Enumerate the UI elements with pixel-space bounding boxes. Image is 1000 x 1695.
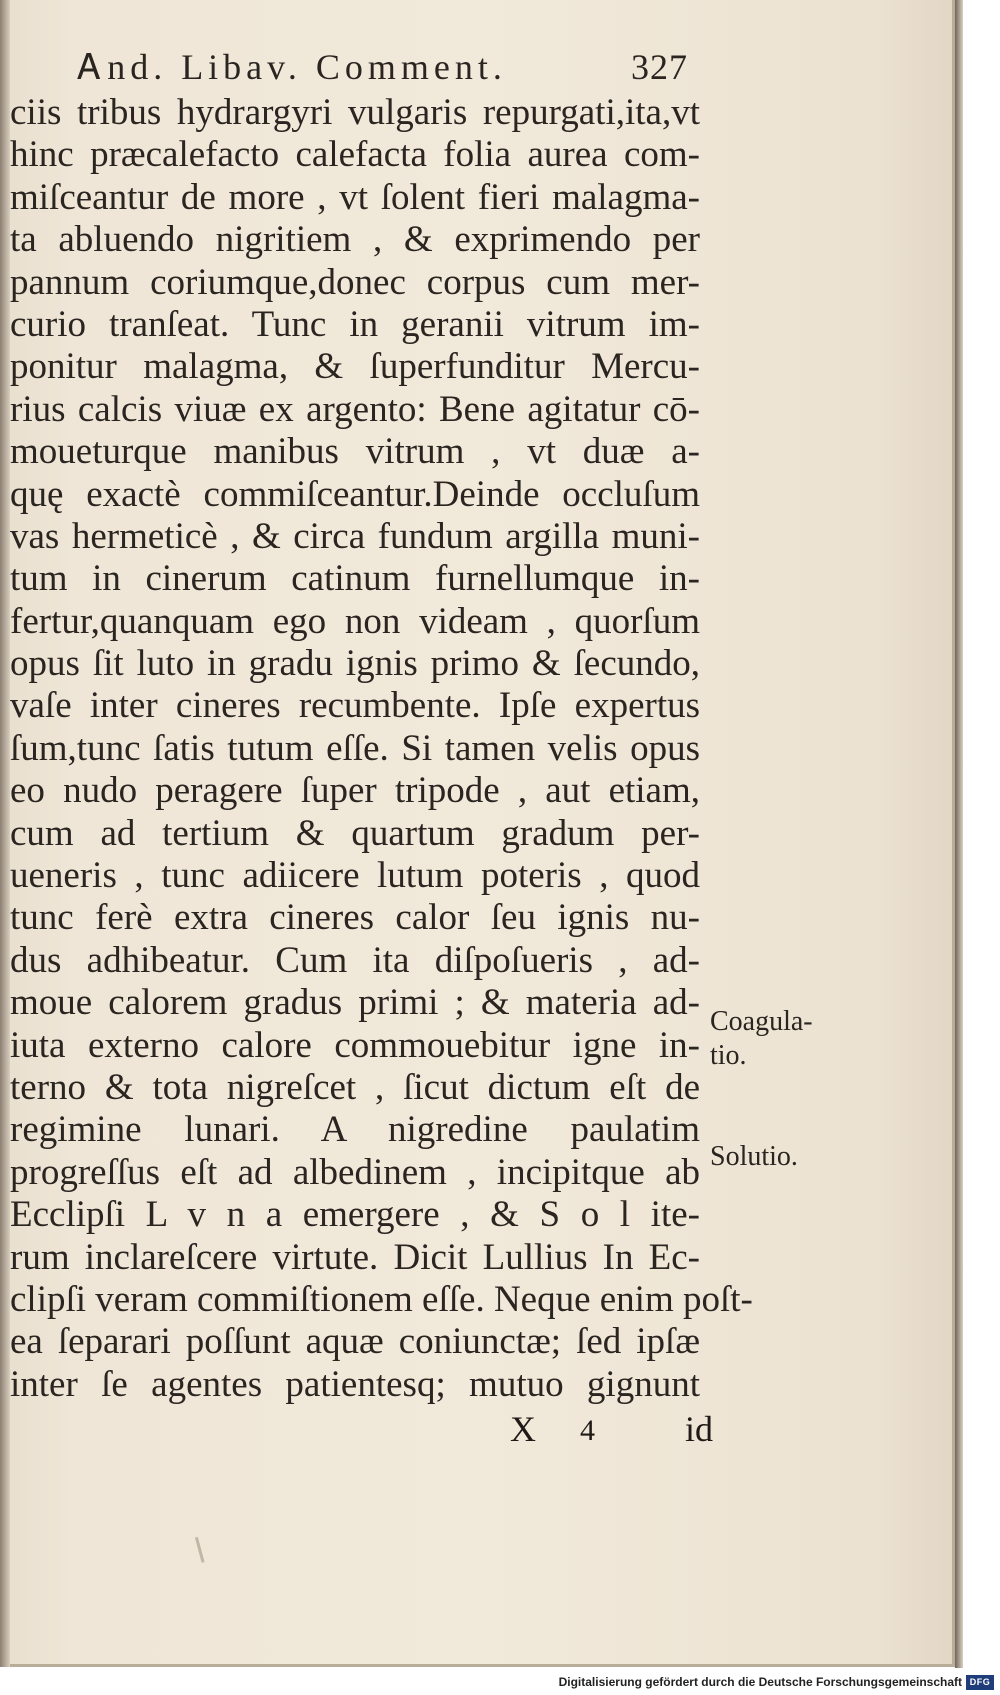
text-line: eo nudo peragere ſuper tripode , aut etiam, bbox=[10, 770, 700, 812]
page-number: 327 bbox=[631, 47, 688, 87]
page-edge-shadow bbox=[955, 0, 963, 1668]
signature-letter: X bbox=[510, 1409, 536, 1449]
catchword: id bbox=[685, 1409, 714, 1449]
body-text bbox=[10, 92, 753, 1406]
margin-note-coagulatio bbox=[710, 1005, 813, 1073]
text-line: terno & tota nigreſcet , ſicut dictum eſt de bbox=[10, 1066, 700, 1108]
page-gutter bbox=[0, 0, 10, 1667]
margin-note-line: Coagula- bbox=[710, 1006, 813, 1037]
text-line: rum inclareſcere virtute. Dicit Lullius In Ec- bbox=[10, 1236, 700, 1278]
text-line: ciis tribus hydrargyri vulgaris repurgati,ita,vt bbox=[10, 92, 700, 133]
dfg-logo-icon: DFG bbox=[966, 1675, 994, 1690]
text-line: ſum,tunc ſatis tutum eſſe. Si tamen velis opus bbox=[10, 727, 700, 769]
text-line: clipſi veram commiſtionem eſſe. Neque enim poſt- bbox=[10, 1278, 753, 1320]
signature-number: 4 bbox=[580, 1414, 595, 1447]
text-line: tunc ferè extra cineres calor ſeu ignis nu- bbox=[10, 897, 700, 939]
margin-note-line: tio. bbox=[710, 1040, 747, 1071]
text-line: ponitur malagma, & ſuperfunditur Mercu- bbox=[10, 346, 700, 388]
text-line: rius calcis viuæ ex argento: Bene agitatur cō- bbox=[10, 388, 700, 430]
text-line: hinc præcalefacto calefacta folia aurea com- bbox=[10, 134, 700, 176]
text-line: Ecclipſi L v n a emergere , & S o l ite- bbox=[10, 1194, 700, 1236]
text-line: fertur,quanquam ego non videam , quorſum bbox=[10, 600, 700, 642]
text-line: ueneris , tunc adiicere lutum poteris , quod bbox=[10, 855, 700, 897]
text-line: ta abluendo nigritiem , & exprimendo per bbox=[10, 219, 700, 261]
ink-smudge bbox=[195, 1533, 218, 1563]
text-line: regimine lunari. A nigredine paulatim bbox=[10, 1109, 700, 1151]
running-header bbox=[78, 38, 718, 98]
funding-credit: Digitalisierung gefördert durch die Deutsche Forschungsgemeinschaft bbox=[558, 1675, 962, 1689]
text-line: progreſſus eſt ad albedinem , incipitque ab bbox=[10, 1151, 700, 1193]
running-title: Ꭺnd. Libav. Comment. bbox=[78, 47, 507, 87]
text-line: pannum coriumque,donec corpus cum mer- bbox=[10, 261, 700, 303]
text-line: moueturque manibus vitrum , vt duæ a- bbox=[10, 431, 700, 473]
text-line: ea ſeparari poſſunt aquæ coniunctæ; ſed ipſæ bbox=[10, 1321, 700, 1363]
text-line: tum in cinerum catinum furnellumque in- bbox=[10, 558, 700, 600]
text-line: opus ſit luto in gradu ignis primo & ſecundo, bbox=[10, 643, 700, 685]
text-line: cum ad tertium & quartum gradum per- bbox=[10, 812, 700, 854]
text-line: moue calorem gradus primi ; & materia ad- bbox=[10, 982, 700, 1024]
text-line: vas hermeticè , & circa fundum argilla muni- bbox=[10, 515, 700, 557]
text-line: iuta externo calore commouebitur igne in- bbox=[10, 1024, 700, 1066]
text-line: curio tranſeat. Tunc in geranii vitrum im- bbox=[10, 303, 700, 345]
text-line: quę exactè commiſceantur.Deinde occluſum bbox=[10, 473, 700, 515]
text-line: miſceantur de more , vt ſolent fieri malagma- bbox=[10, 176, 700, 218]
text-line: dus adhibeatur. Cum ita diſpoſueris , ad- bbox=[10, 939, 700, 981]
text-line: inter ſe agentes patientesq; mutuo gignunt bbox=[10, 1363, 700, 1405]
margin-note-solutio: Solutio. bbox=[710, 1141, 798, 1172]
text-line: vaſe inter cineres recumbente. Ipſe expertus bbox=[10, 685, 700, 727]
digitization-footer bbox=[0, 1672, 1000, 1695]
